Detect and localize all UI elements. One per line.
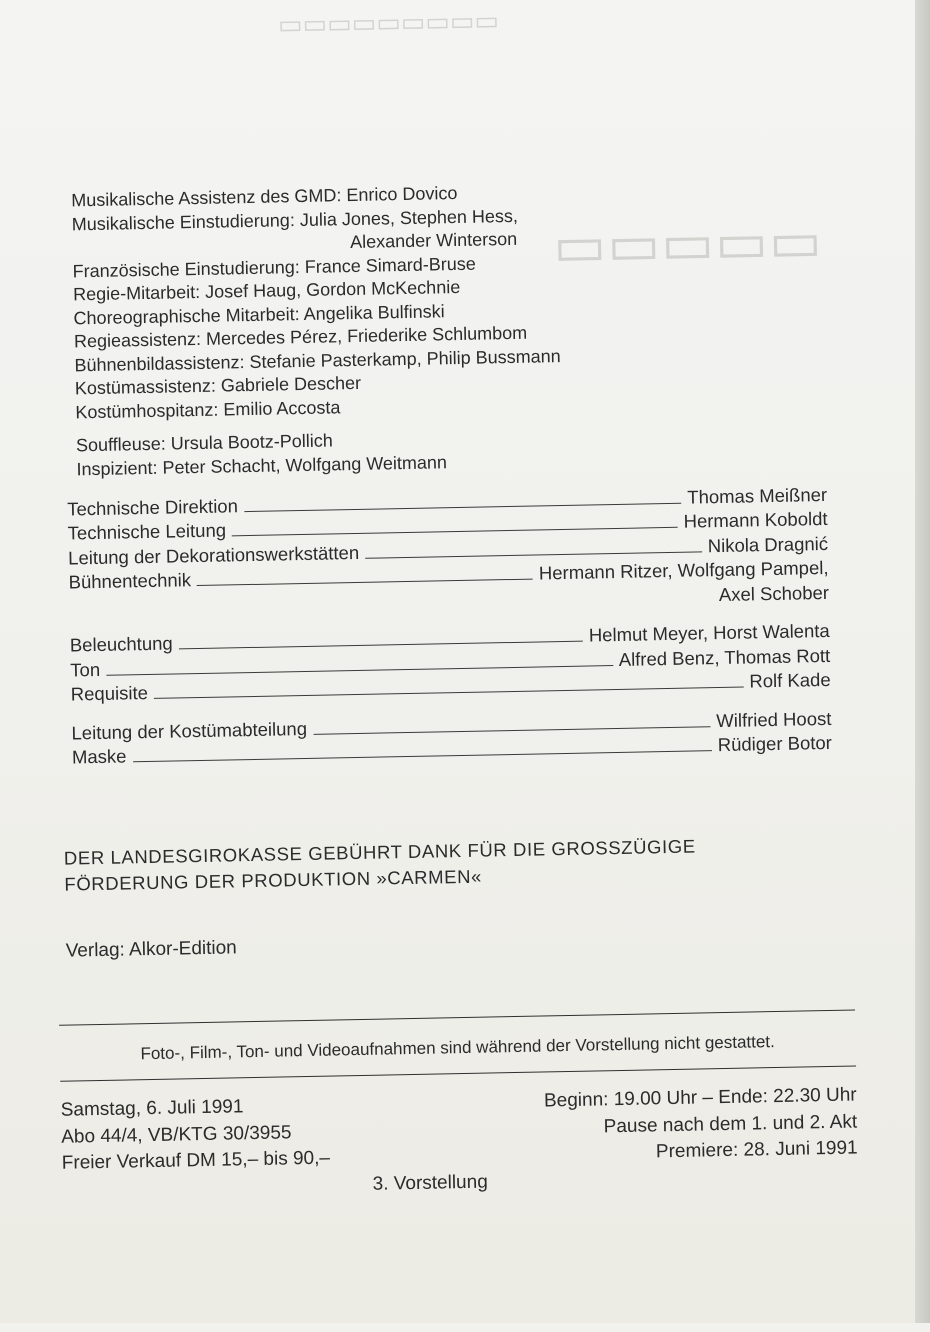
staff-line: Souffleuse: Ursula Bootz-Pollich	[75, 430, 333, 456]
credit-label: Technische Direktion	[67, 494, 239, 520]
staff-line: Choreographische Mitarbeit: Angelika Bulfinski	[73, 300, 445, 328]
credit-label: Technische Leitung	[67, 519, 227, 544]
credit-label: Beleuchtung	[69, 632, 173, 656]
credit-label: Requisite	[70, 682, 149, 705]
staff-line: Regie-Mitarbeit: Josef Haug, Gordon McKechnie	[72, 276, 461, 305]
publisher-note: Verlag: Alkor-Edition	[65, 937, 237, 962]
recording-notice: Foto-, Film-, Ton- und Videoaufnahmen sind während der Vorstellung nicht gestattet.	[140, 1032, 775, 1064]
ticket-price: Freier Verkauf DM 15,– bis 90,–	[61, 1147, 331, 1174]
sponsor-thanks	[64, 834, 697, 898]
staff-line: Alexander Winterson	[349, 228, 518, 253]
credit-value: Alfred Benz, Thomas Rott	[618, 644, 831, 670]
credit-value: Helmut Meyer, Horst Walenta	[588, 619, 830, 646]
credit-value: Hermann Ritzer, Wolfgang Pampel,	[538, 556, 829, 584]
staff-line: Französische Einstudierung: France Simard-Bruse	[72, 253, 476, 281]
credit-value: Hermann Koboldt	[683, 507, 828, 532]
leader-line	[133, 750, 712, 762]
staff-line: Inspizient: Peter Schacht, Wolfgang Weitmann	[76, 451, 448, 479]
performance-time: Beginn: 19.00 Uhr – Ende: 22.30 Uhr	[543, 1084, 857, 1112]
credit-value: Nikola Dragnić	[707, 532, 829, 556]
credit-label: Bühnentechnik	[68, 569, 192, 593]
staff-line: Musikalische Einstudierung: Julia Jones, Stephen Hess,	[71, 205, 519, 234]
performance-date: Samstag, 6. Juli 1991	[60, 1096, 244, 1121]
premiere-date: Premiere: 28. Juni 1991	[655, 1137, 858, 1163]
show-through-mark: ▭▭▭▭▭	[551, 208, 823, 278]
thanks-line: DER LANDESGIROKASSE GEBÜHRT DANK FÜR DIE GROSSZÜGIGE	[63, 835, 696, 869]
staff-list	[71, 180, 563, 481]
staff-line: Kostümassistenz: Gabriele Descher	[74, 372, 362, 399]
staff-line: Musikalische Assistenz des GMD: Enrico Dovico	[71, 182, 458, 211]
credit-label: Ton	[70, 658, 101, 680]
performance-number: 3. Vorstellung	[372, 1171, 488, 1195]
credit-label: Leitung der Kostümabteilung	[71, 717, 308, 743]
staff-line: Kostümhospitanz: Emilio Accosta	[75, 396, 341, 422]
divider	[59, 1009, 855, 1025]
thanks-line: FÖRDERUNG DER PRODUKTION »CARMEN«	[64, 865, 483, 895]
credit-label: Leitung der Dekorationswerkstätten	[67, 541, 360, 569]
credit-value: Wilfried Hoost	[716, 707, 832, 731]
credit-value: Thomas Meißner	[687, 483, 828, 508]
credit-value: Rolf Kade	[749, 668, 831, 692]
performance-info	[61, 1082, 859, 1203]
show-through-mark: ▭▭▭▭▭▭▭▭▭	[277, 5, 500, 40]
staff-line: Bühnenbildassistenz: Stefanie Pasterkamp, Philip Bussmann	[74, 345, 561, 375]
credit-value: Rüdiger Botor	[717, 731, 833, 756]
divider	[60, 1065, 856, 1081]
credit-value: Axel Schober	[718, 581, 830, 605]
subscription-code: Abo 44/4, VB/KTG 30/3955	[61, 1121, 292, 1148]
technical-credits	[67, 481, 832, 769]
staff-line: Regieassistenz: Mercedes Pérez, Friederike Schlumbom	[73, 322, 528, 352]
credit-label: Maske	[71, 745, 127, 768]
pause-info: Pause nach dem 1. und 2. Akt	[603, 1110, 858, 1137]
